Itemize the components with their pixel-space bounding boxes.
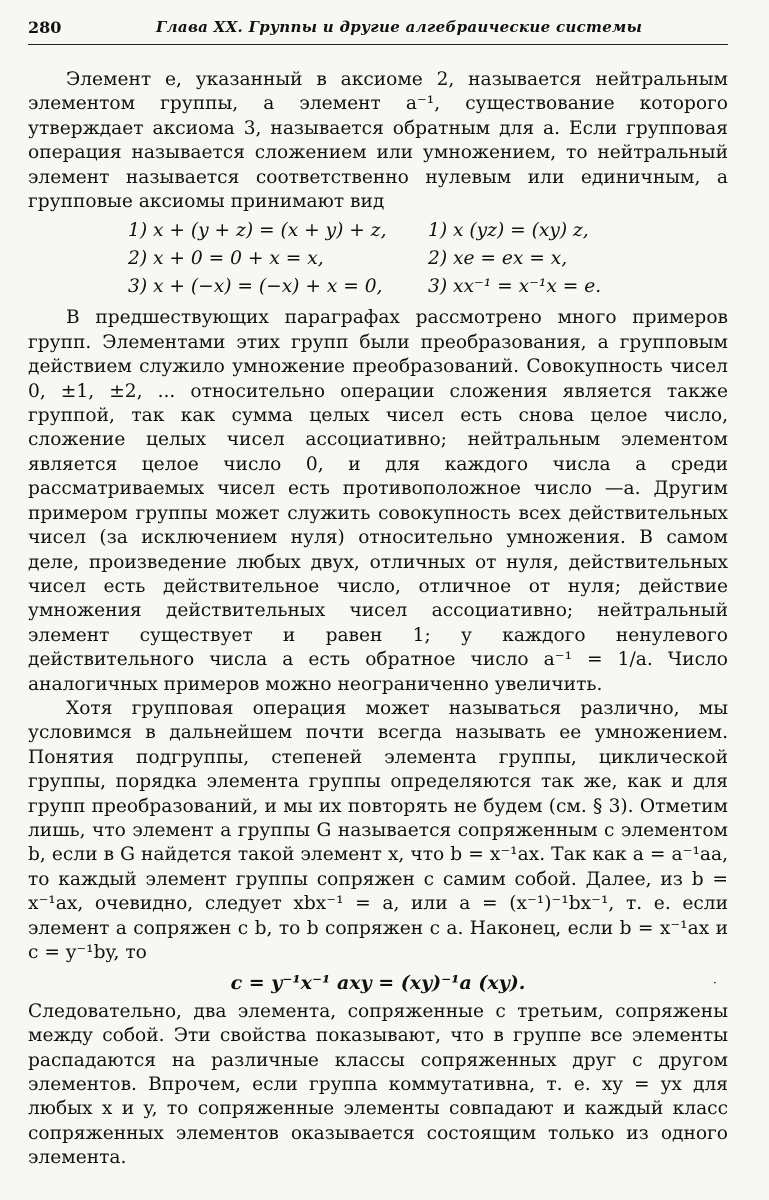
additive-axiom-3: 3) x + (−x) = (−x) + x = 0,: [128, 276, 383, 298]
conjugation-formula: c = y⁻¹x⁻¹ axy = (xy)⁻¹a (xy).: [230, 972, 526, 995]
paragraph-conjugacy-classes: Следовательно, два элемента, сопряженные с третьим, сопряжены между собой. Эти свойства показывают, что в группе все элементы распадаются на различные классы сопряженных друг с другом элементов. Впрочем, если группа коммутативна, т. е. xy = yx для любых x и y, то сопряженные элементы совпадают и каждый класс сопряженных элементов оказывается состоящим только из одного элемента.: [28, 1000, 728, 1169]
multiplicative-axiom-3: 3) xx⁻¹ = x⁻¹x = e.: [428, 276, 602, 298]
paragraph-group-examples: В предшествующих параграфах рассмотрено много примеров групп. Элементами этих групп были преобразования, а групповым действием служило умножение преобразований. Совокупность чисел 0, ±1, ±2, ... относительно операции сложения является также группой, так как сумма целых чисел есть снова целое число, сложение целых чисел ассоциативно; нейтральным элементом является целое число 0, и для каждого числа a среди рассматриваемых чисел есть противоположное число —a. Другим примером группы может служить совокупность всех действительных чисел (за исключением нуля) относительно умножения. В самом деле, произведение любых двух, отличных от нуля, действительных чисел есть действительное число, отличное от нуля; действие умножения действительных чисел ассоциативно; нейтральный элемент существует и равен 1; у каждого ненулевого действительного числа a есть обратное число a⁻¹ = 1/a. Число аналогичных примеров можно неограниченно увеличить.: [28, 307, 728, 695]
margin-dot: ·: [713, 976, 717, 990]
paragraph-neutral-element: Элемент e, указанный в аксиоме 2, называется нейтральным элементом группы, а элемент a⁻¹, существование которого утверждает аксиома 3, называется обратным для a. Если групповая операция называется сложением или умножением, то нейтральный элемент называется соответственно нулевым или единичным, а групповые аксиомы принимают вид: [28, 69, 728, 213]
additive-axiom-2: 2) x + 0 = 0 + x = x,: [128, 248, 324, 270]
chapter-title: Глава XX. Группы и другие алгебраические системы: [156, 18, 643, 36]
additive-axiom-1: 1) x + (y + z) = (x + y) + z,: [128, 220, 387, 242]
paragraph-conjugate-elements: Хотя групповая операция может называться различно, мы условимся в дальнейшем почти всегда называть ее умножением. Понятия подгруппы, степеней элемента группы, циклической группы, порядка элемента группы определяются так же, как и для групп преобразований, и мы их повторять не будем (см. § 3). Отметим лишь, что элемент a группы G называется сопряженным с элементом b, если в G найдется такой элемент x, что b = x⁻¹ax. Так как a = a⁻¹aa, то каждый элемент группы сопряжен с самим собой. Далее, из b = x⁻¹ax, очевидно, следует xbx⁻¹ = a, или a = (x⁻¹)⁻¹bx⁻¹, т. е. если элемент a сопряжен с b, то b сопряжен с a. Наконец, если b = x⁻¹ax и c = y⁻¹by, то: [28, 697, 728, 963]
page-number: 280: [28, 18, 62, 37]
page-body: [28, 68, 728, 1171]
multiplicative-axiom-1: 1) x (yz) = (xy) z,: [428, 220, 589, 242]
multiplicative-axiom-2: 2) xe = ex = x,: [428, 248, 568, 270]
running-header: [28, 18, 728, 45]
axiom-list: [128, 218, 728, 300]
